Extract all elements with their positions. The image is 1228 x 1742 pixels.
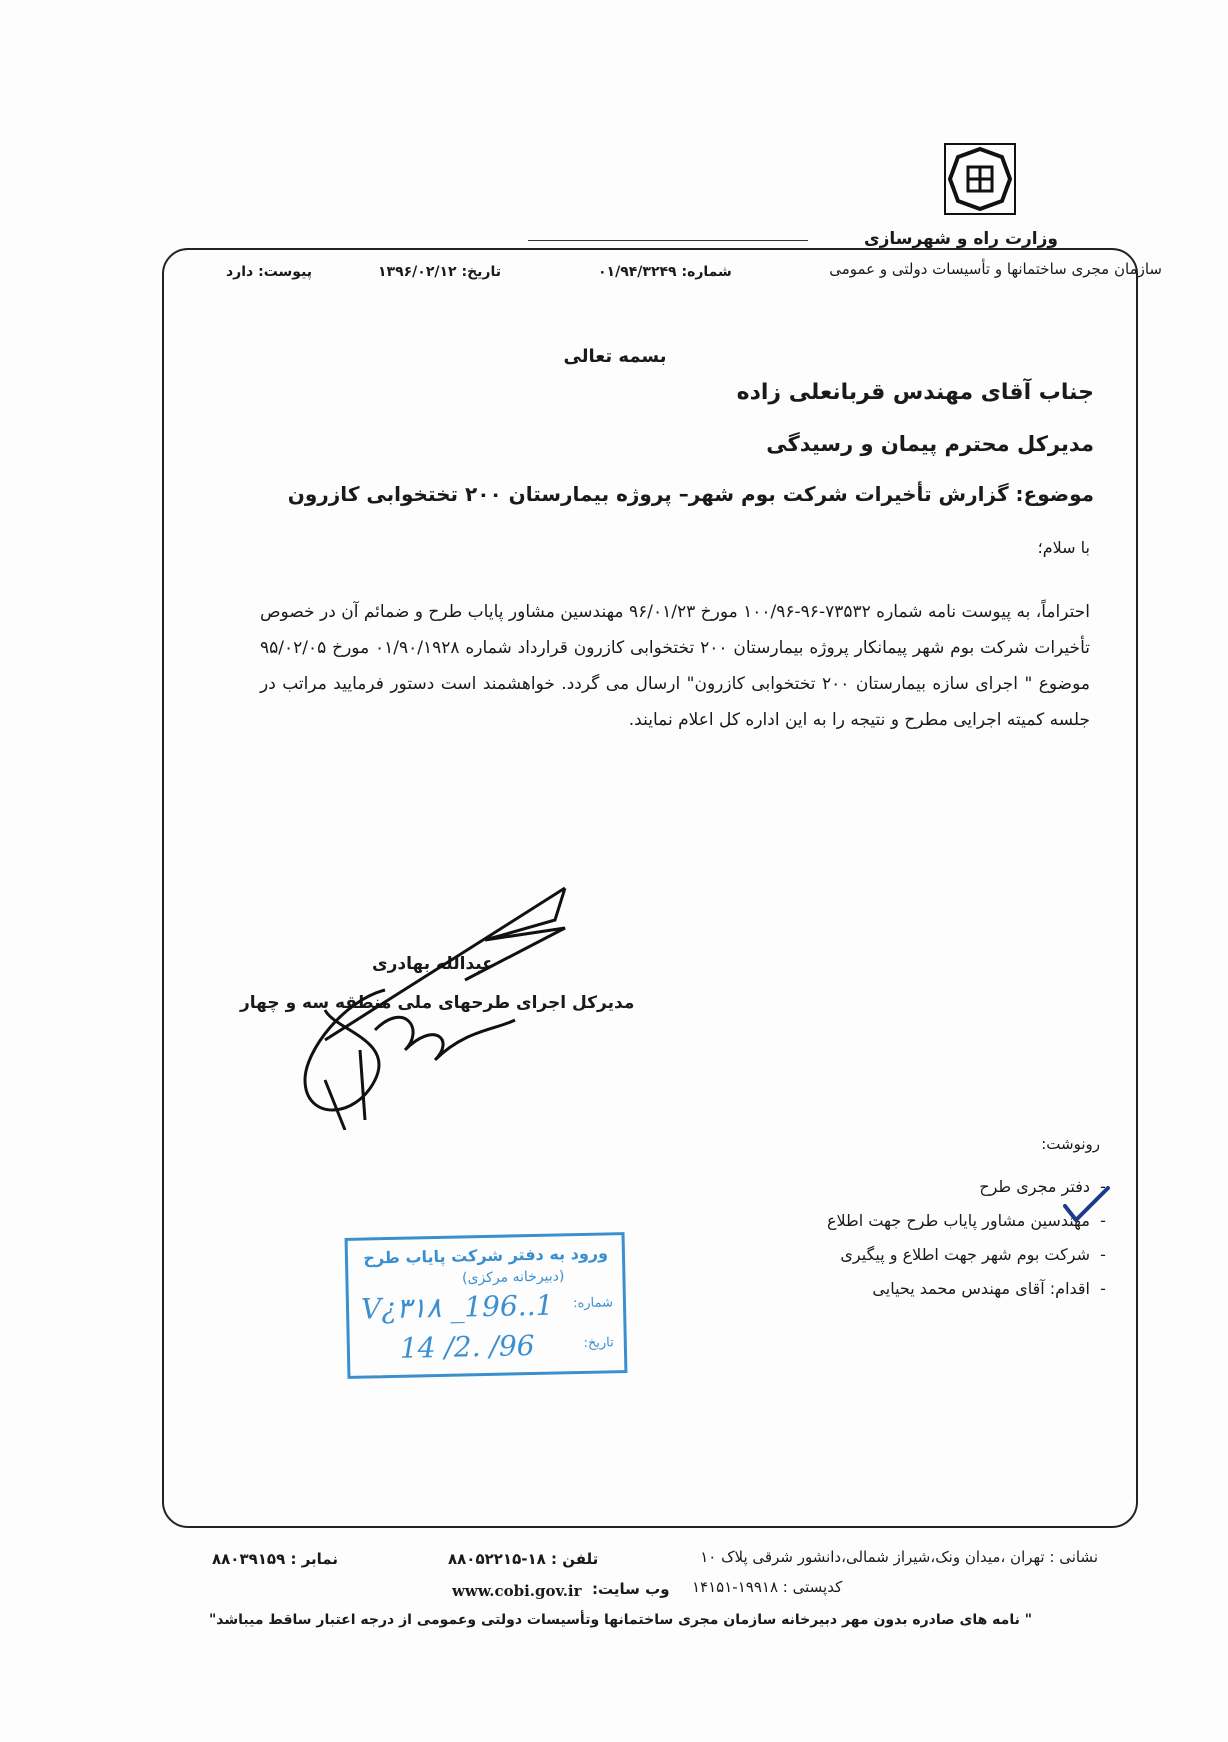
footer-note: " نامه های صادره بدون مهر دبیرخانه سازمان مجری ساختمانها وتأسیسات دولتی وعمومی از درجه اعتبار ساقط میباشد"	[209, 1612, 1032, 1628]
letter-body: احتراماً، به پیوست نامه شماره ۷۳۵۳۲-۹۶-۱۰۰/۹۶ مورخ ۹۶/۰۱/۲۳ مهندسین مشاور پایاب طرح و ضمائم آن در خصوص تأخیرات شرکت بوم شهر پیمانکار پروژه بیمارستان ۲۰۰ تختخوابی کازرون قرارداد شماره ۰۱/۹۰/۱۹۲۸ مورخ ۹۵/۰۲/۰۵ موضوع " اجرای سازه بیمارستان ۲۰۰ تختخوابی کازرون" ارسال می گردد. خواهشمند است دستور فرمایید مراتب در جلسه کمیته اجرایی مطرح و نتیجه را به این اداره کل اعلام نمایند.	[260, 602, 1091, 730]
stamp-date: 96/ .2/ 14	[399, 1328, 535, 1365]
stamp-title: ورود به دفتر شرکت پایاب طرح	[363, 1243, 609, 1268]
handwritten-signature-icon	[265, 880, 585, 1130]
stamp-number: 1..196_ V¿۳۱۸	[360, 1288, 554, 1326]
addressee: جناب آقای مهندس قربانعلی زاده	[736, 380, 1094, 405]
organization-logo-icon	[944, 143, 1016, 215]
received-stamp	[345, 1232, 628, 1379]
letter-attachment: پیوست: دارد	[226, 264, 313, 280]
signer-title: مدیرکل اجرای طرحهای ملی منطقه سه و چهار	[240, 993, 635, 1013]
letter-subject: موضوع: گزارش تأخیرات شرکت بوم شهر– پروژه بیمارستان ۲۰۰ تختخوابی کازرون	[287, 482, 1094, 506]
cc-item: -اقدام: آقای مهندس محمد یحیایی	[872, 1279, 1106, 1298]
checkmark-icon	[1062, 1184, 1112, 1226]
footer-address: نشانی : تهران ،میدان ونک،شیراز شمالی،دانشور شرقی پلاک ۱۰	[700, 1548, 1098, 1566]
letter-date: تاریخ: ۱۳۹۶/۰۲/۱۲	[378, 264, 501, 280]
letter-number: شماره: ۰۱/۹۴/۳۲۴۹	[598, 264, 732, 280]
header-divider	[528, 240, 808, 241]
footer-website[interactable]: www.cobi.gov.ir	[452, 1582, 582, 1600]
cc-item: -شرکت بوم شهر جهت اطلاع و پیگیری	[840, 1245, 1106, 1264]
cc-item: -دفتر مجری طرح	[979, 1177, 1106, 1196]
greeting: با سلام؛	[1037, 538, 1090, 557]
stamp-number-label: شماره:	[572, 1295, 614, 1312]
signer-name: عبدالله بهادری	[372, 954, 494, 974]
footer-website-label: وب سایت:	[592, 1580, 670, 1598]
organization-name: سازمان مجری ساختمانها و تأسیسات دولتی و عمومی	[829, 260, 1162, 278]
cc-item: -مهندسین مشاور پایاب طرح جهت اطلاع	[826, 1211, 1106, 1230]
stamp-subtitle: (دبیرخانه مرکزی)	[461, 1268, 565, 1287]
ministry-name: وزارت راه و شهرسازی	[863, 229, 1058, 249]
cc-label: رونوشت:	[1041, 1135, 1100, 1153]
basmala: بسمه تعالی	[563, 346, 667, 367]
footer-fax: نمابر : ۸۸۰۳۹۱۵۹	[212, 1550, 338, 1568]
footer-phone: تلفن : ۱۸-۸۸۰۵۲۲۱۵	[448, 1550, 599, 1568]
stamp-date-label: تاریخ:	[583, 1335, 614, 1351]
addressee-position: مدیرکل محترم پیمان و رسیدگی	[766, 432, 1094, 456]
footer-postal-code: کدپستی : ۱۹۹۱۸-۱۴۱۵۱	[692, 1578, 843, 1596]
